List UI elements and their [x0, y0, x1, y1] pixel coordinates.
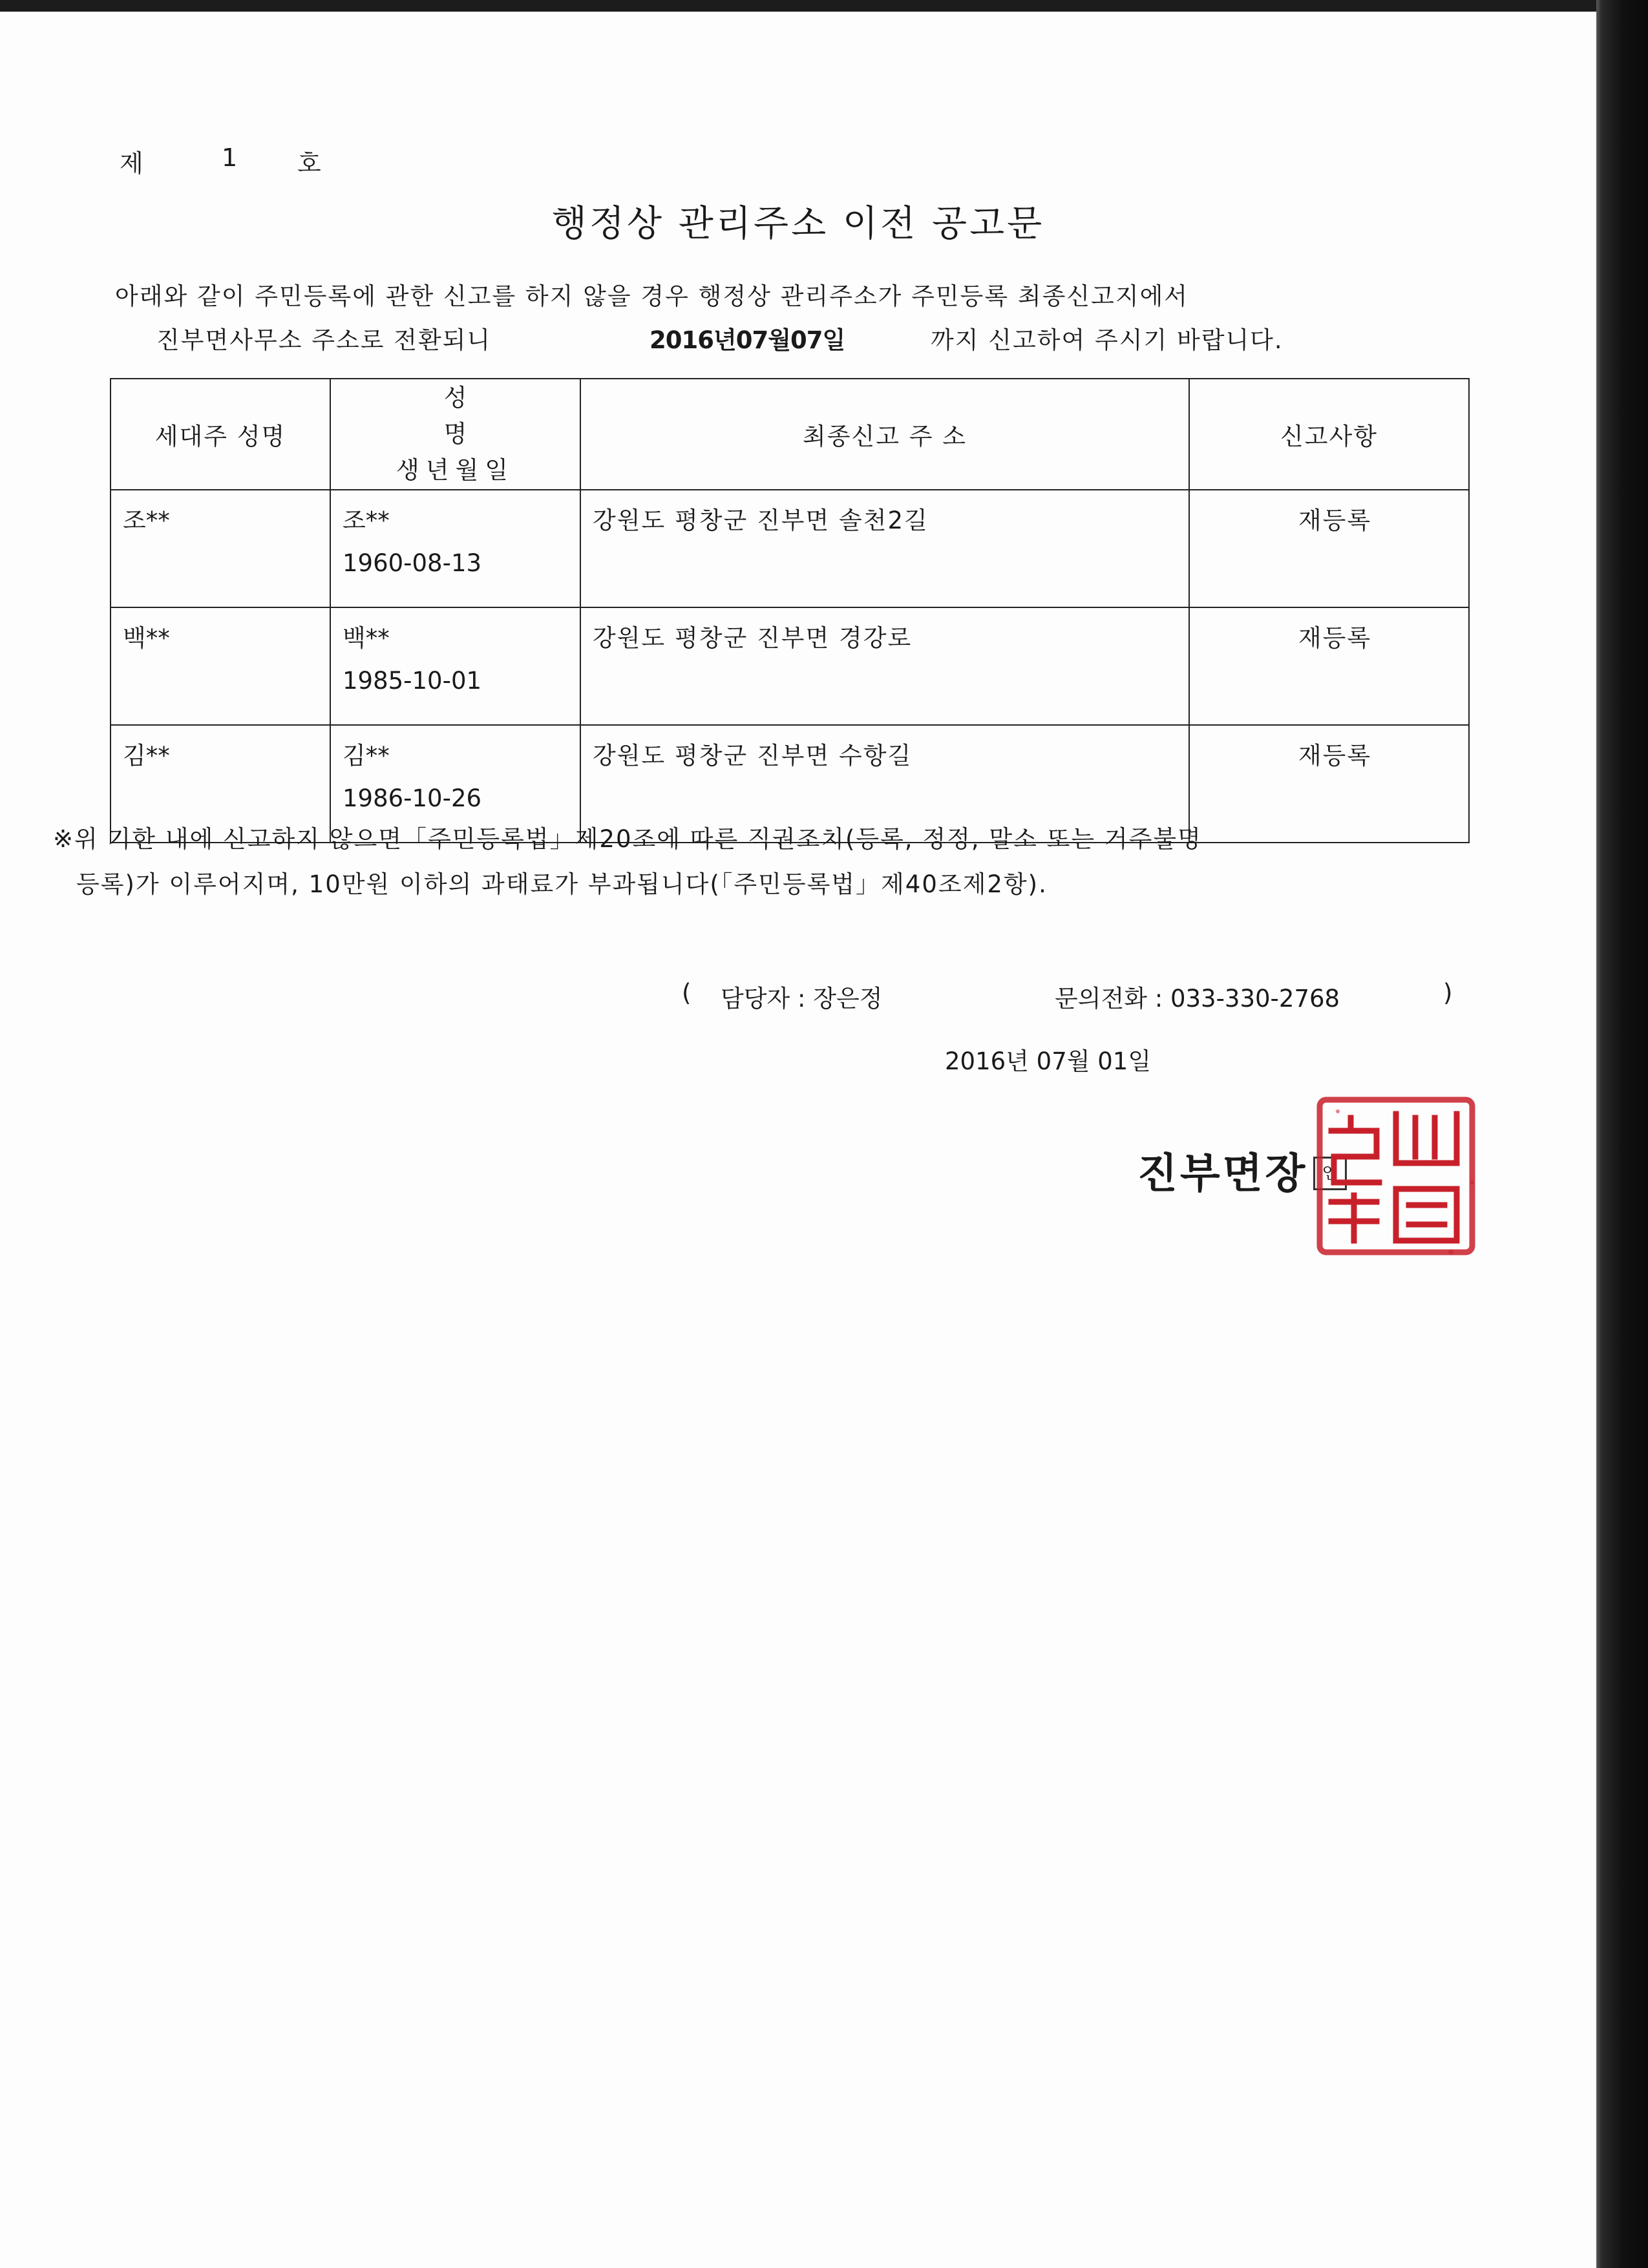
contact-close-paren: ) [1443, 979, 1453, 1007]
cell-birth: 1960-08-13 [343, 549, 482, 577]
table-row [111, 607, 1469, 725]
cell-name-birth [330, 490, 580, 607]
header-report: 신고사항 [1189, 379, 1469, 490]
intro-line-2-end: 까지 신고하여 주시기 바랍니다. [931, 326, 1284, 354]
cell-address: 강원도 평창군 진부면 수항길 [580, 725, 1189, 843]
cell-name: 백** [343, 624, 390, 652]
cell-address: 강원도 평창군 진부면 솔천2길 [580, 490, 1189, 607]
cell-name-birth [330, 607, 580, 725]
notice-line-1: ※위 기한 내에 신고하지 않으면「주민등록법」제20조에 따른 직권조치(등록, 정정, 말소 또는 거주불명 [53, 825, 1202, 853]
cell-name: 김** [343, 742, 390, 770]
cell-birth: 1985-10-01 [343, 667, 482, 695]
resident-table [110, 378, 1470, 843]
scan-top-edge [0, 0, 1648, 12]
scan-right-edge [1596, 0, 1648, 2268]
notice-line-2: 등록)가 이루어지며, 10만원 이하의 과태료가 부과됩니다(「주민등록법」제40조제2항). [76, 870, 1048, 898]
cell-householder: 조** [111, 490, 330, 607]
deadline-date: 2016년07월07일 [650, 326, 845, 354]
cell-name: 조** [343, 507, 390, 534]
signer-title: 진부면장 [1137, 1150, 1308, 1198]
contact-phone: 문의전화 : 033-330-2768 [1055, 985, 1340, 1013]
document-title: 행정상 관리주소 이전 공고문 [551, 203, 1045, 245]
cell-report: 재등록 [1189, 607, 1469, 725]
intro-line-2-start: 진부면사무소 주소로 전환되니 [156, 326, 492, 354]
cell-birth: 1986-10-26 [343, 784, 482, 812]
seal-stamp-strokes [1320, 1100, 1472, 1252]
official-seal-stamp [1312, 1092, 1480, 1260]
header-name-birth: 성명 생년월일 [330, 379, 580, 490]
cell-householder: 백** [111, 607, 330, 725]
header-address: 최종신고 주 소 [580, 379, 1189, 490]
table-header-row [111, 379, 1469, 490]
cell-report: 재등록 [1189, 725, 1469, 843]
issue-date: 2016년 07월 01일 [945, 1047, 1152, 1075]
intro-line-1: 아래와 같이 주민등록에 관한 신고를 하지 않을 경우 행정상 관리주소가 주민등록 최종신고지에서 [115, 282, 1189, 310]
header-householder: 세대주 성명 [111, 379, 330, 490]
cell-householder: 김** [111, 725, 330, 843]
contact-person: 담당자 : 장은정 [721, 985, 883, 1013]
table-row [111, 490, 1469, 607]
cell-report: 재등록 [1189, 490, 1469, 607]
cell-address: 강원도 평창군 진부면 경강로 [580, 607, 1189, 725]
seal-mark-box: 인 [1313, 1157, 1347, 1190]
contact-open-paren: ( [682, 979, 692, 1007]
